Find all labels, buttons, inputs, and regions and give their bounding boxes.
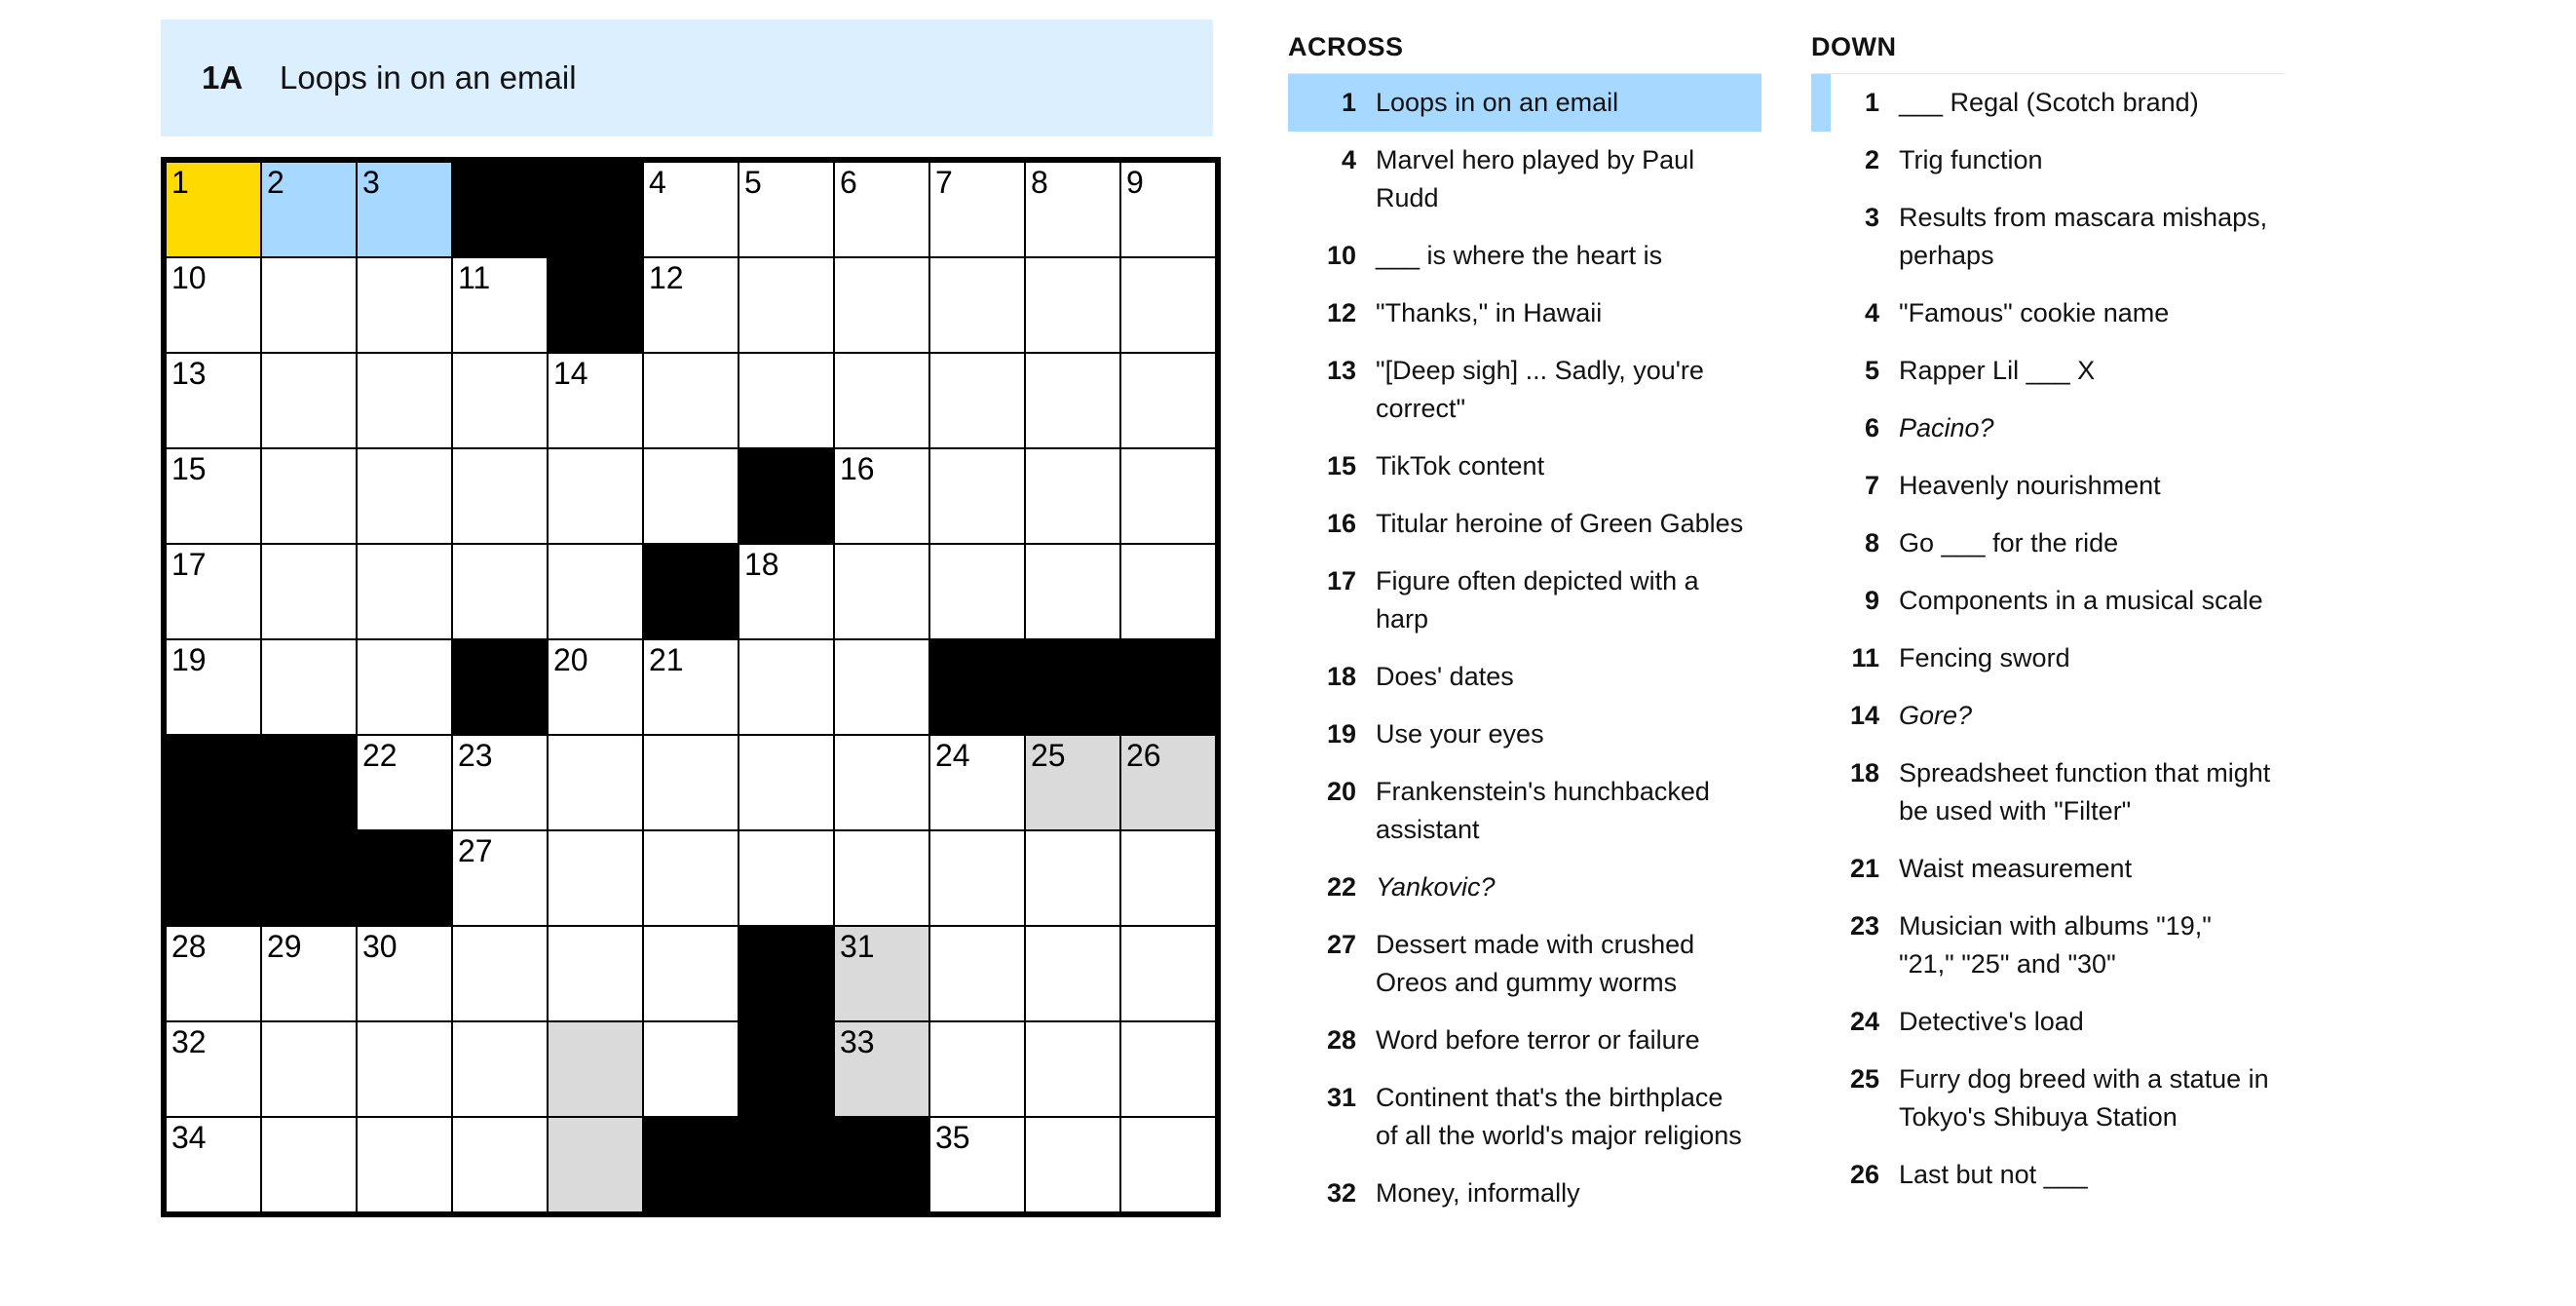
cell-number: 9	[1126, 165, 1144, 200]
grid-cell[interactable]	[167, 1022, 260, 1116]
grid-cell[interactable]	[1026, 163, 1119, 256]
cell-number: 5	[744, 165, 762, 200]
clue-text: "Thanks," in Hawaii	[1376, 298, 1603, 327]
current-clue-text: Loops in on an email	[280, 59, 577, 96]
grid-cell[interactable]	[1026, 545, 1119, 638]
cell-number: 4	[649, 165, 666, 200]
grid-block	[453, 640, 547, 734]
grid-cell[interactable]	[549, 831, 642, 925]
clue-number: 4	[1341, 145, 1356, 174]
clue-text: Furry dog breed with a statue in Tokyo's Shibuya Station	[1899, 1064, 2269, 1132]
grid-cell[interactable]	[167, 258, 260, 352]
clue-text: Dessert made with crushed Oreos and gummy worms	[1376, 930, 1695, 997]
grid-block	[1026, 640, 1119, 734]
down-clue-23[interactable]	[1811, 898, 2285, 993]
clue-text: Components in a musical scale	[1899, 586, 2263, 615]
grid-cell[interactable]	[358, 736, 451, 829]
grid-cell[interactable]	[167, 1118, 260, 1211]
clue-text: Pacino?	[1899, 413, 1994, 442]
grid-block	[358, 831, 451, 925]
grid-block	[453, 163, 547, 256]
clue-number: 32	[1326, 1178, 1356, 1208]
down-clue-4[interactable]	[1811, 285, 2285, 342]
grid-cell[interactable]	[835, 449, 928, 543]
clue-number: 31	[1326, 1083, 1356, 1112]
grid-cell[interactable]	[358, 1118, 451, 1211]
clue-text: Marvel hero played by Paul Rudd	[1376, 145, 1695, 212]
cell-number: 15	[171, 451, 207, 486]
grid-cell[interactable]	[453, 545, 547, 638]
cell-number: 1	[171, 165, 189, 200]
clue-number: 16	[1326, 509, 1356, 538]
clue-number: 3	[1864, 203, 1879, 232]
cell-number: 11	[458, 260, 491, 295]
grid-cell[interactable]	[1121, 831, 1215, 925]
across-clue-1[interactable]	[1288, 74, 1762, 132]
grid-cell[interactable]	[262, 163, 356, 256]
grid-cell[interactable]	[835, 354, 928, 447]
across-clue-4[interactable]	[1288, 132, 1762, 227]
grid-cell[interactable]	[453, 927, 547, 1020]
clue-text: Titular heroine of Green Gables	[1376, 509, 1744, 538]
across-clue-31[interactable]	[1288, 1069, 1762, 1165]
grid-block	[1121, 640, 1215, 734]
across-clue-18[interactable]	[1288, 648, 1762, 706]
clue-number: 23	[1849, 911, 1879, 941]
clue-number: 12	[1326, 298, 1356, 327]
cell-number: 32	[171, 1024, 207, 1059]
grid-cell[interactable]	[1121, 1118, 1215, 1211]
current-clue-label: 1A	[202, 59, 244, 96]
clue-number: 6	[1864, 413, 1879, 442]
grid-block	[167, 736, 260, 829]
clue-number: 14	[1849, 701, 1879, 730]
grid-cell[interactable]	[930, 163, 1024, 256]
grid-cell[interactable]	[930, 1022, 1024, 1116]
across-clue-20[interactable]	[1288, 763, 1762, 859]
grid-cell[interactable]	[835, 163, 928, 256]
grid-cell[interactable]	[739, 163, 833, 256]
grid-cell[interactable]	[358, 927, 451, 1020]
cell-number: 17	[171, 547, 207, 582]
grid-block	[549, 258, 642, 352]
across-heading: ACROSS	[1288, 27, 1762, 74]
grid-cell[interactable]	[1121, 545, 1215, 638]
cell-number: 35	[935, 1120, 970, 1155]
grid-block	[930, 640, 1024, 734]
grid-cell[interactable]	[739, 258, 833, 352]
clue-text: "Famous" cookie name	[1899, 298, 2170, 327]
grid-cell[interactable]	[835, 258, 928, 352]
cell-number: 2	[267, 165, 284, 200]
clue-text: Spreadsheet function that might be used with "Filter"	[1899, 758, 2271, 826]
clue-number: 17	[1326, 566, 1356, 595]
grid-cell[interactable]	[167, 449, 260, 543]
grid-cell[interactable]	[549, 927, 642, 1020]
grid-cell[interactable]	[1121, 258, 1215, 352]
crossword-grid[interactable]	[161, 157, 1221, 1217]
grid-cell[interactable]	[549, 545, 642, 638]
down-clue-14[interactable]	[1811, 687, 2285, 745]
cell-number: 16	[840, 451, 875, 486]
grid-cell[interactable]	[358, 163, 451, 256]
down-clue-9[interactable]	[1811, 572, 2285, 630]
grid-cell[interactable]	[644, 1022, 738, 1116]
grid-cell[interactable]	[262, 545, 356, 638]
down-clue-5[interactable]	[1811, 342, 2285, 400]
clue-number: 9	[1864, 586, 1879, 615]
clue-text: Heavenly nourishment	[1899, 471, 2161, 500]
cell-number: 28	[171, 929, 207, 964]
clue-text: Use your eyes	[1376, 719, 1544, 749]
down-clue-3[interactable]	[1811, 189, 2285, 285]
clue-number: 19	[1326, 719, 1356, 749]
grid-block	[262, 831, 356, 925]
clue-text: Go ___ for the ride	[1899, 528, 2119, 557]
grid-cell[interactable]	[835, 545, 928, 638]
down-heading: DOWN	[1811, 27, 2285, 74]
cell-number: 27	[458, 833, 493, 868]
grid-cell[interactable]	[644, 258, 738, 352]
grid-cell[interactable]	[453, 1118, 547, 1211]
down-clue-8[interactable]	[1811, 515, 2285, 572]
clue-text: Musician with albums "19," "21," "25" and "30"	[1899, 911, 2212, 979]
grid-cell[interactable]	[262, 927, 356, 1020]
cell-number: 13	[171, 356, 207, 391]
grid-cell[interactable]	[1026, 927, 1119, 1020]
down-clue-18[interactable]	[1811, 745, 2285, 840]
grid-cell[interactable]	[930, 1118, 1024, 1211]
down-clue-26[interactable]	[1811, 1146, 2285, 1204]
clue-text: Yankovic?	[1376, 872, 1496, 902]
clue-number: 18	[1849, 758, 1879, 787]
across-clue-22[interactable]	[1288, 859, 1762, 916]
down-clue-11[interactable]	[1811, 630, 2285, 687]
grid-cell[interactable]	[549, 354, 642, 447]
across-clue-12[interactable]	[1288, 285, 1762, 342]
grid-cell[interactable]	[167, 163, 260, 256]
clue-number: 15	[1326, 451, 1356, 480]
grid-cell[interactable]	[549, 1022, 642, 1116]
grid-cell[interactable]	[835, 927, 928, 1020]
grid-cell[interactable]	[1121, 736, 1215, 829]
grid-cell[interactable]	[1121, 1022, 1215, 1116]
clue-number: 21	[1849, 854, 1879, 883]
grid-cell[interactable]	[739, 640, 833, 734]
across-clue-28[interactable]	[1288, 1012, 1762, 1069]
grid-block	[644, 1118, 738, 1211]
clue-number: 22	[1326, 872, 1356, 902]
across-clue-16[interactable]	[1288, 495, 1762, 553]
clue-number: 24	[1849, 1007, 1879, 1036]
across-clue-19[interactable]	[1288, 706, 1762, 763]
down-clue-1[interactable]	[1811, 74, 2285, 132]
grid-cell[interactable]	[167, 545, 260, 638]
clue-number: 18	[1326, 662, 1356, 691]
grid-cell[interactable]	[358, 640, 451, 734]
cell-number: 30	[362, 929, 398, 964]
grid-cell[interactable]	[453, 1022, 547, 1116]
cell-number: 21	[649, 642, 684, 677]
grid-block	[835, 1118, 928, 1211]
grid-cell[interactable]	[930, 354, 1024, 447]
grid-cell[interactable]	[453, 258, 547, 352]
grid-cell[interactable]	[644, 640, 738, 734]
grid-cell[interactable]	[167, 354, 260, 447]
clue-text: Money, informally	[1376, 1178, 1580, 1208]
grid-cell[interactable]	[167, 927, 260, 1020]
clue-text: Word before terror or failure	[1376, 1025, 1700, 1055]
down-clue-24[interactable]	[1811, 993, 2285, 1051]
grid-cell[interactable]	[930, 545, 1024, 638]
cell-number: 22	[362, 738, 398, 773]
clue-number: 4	[1864, 298, 1879, 327]
down-clue-7[interactable]	[1811, 457, 2285, 515]
cell-number: 34	[171, 1120, 207, 1155]
grid-block	[739, 1118, 833, 1211]
grid-cell[interactable]	[1026, 831, 1119, 925]
grid-cell[interactable]	[1121, 449, 1215, 543]
down-clue-2[interactable]	[1811, 132, 2285, 189]
cell-number: 12	[649, 260, 684, 295]
across-clue-15[interactable]	[1288, 438, 1762, 495]
grid-cell[interactable]	[644, 831, 738, 925]
current-clue-bar[interactable]	[161, 19, 1213, 136]
clue-text: Detective's load	[1899, 1007, 2084, 1036]
grid-cell[interactable]	[930, 831, 1024, 925]
clue-text: Trig function	[1899, 145, 2043, 174]
across-clue-27[interactable]	[1288, 916, 1762, 1012]
clue-text: "[Deep sigh] ... Sadly, you're correct"	[1376, 356, 1704, 423]
grid-block	[167, 831, 260, 925]
cell-number: 18	[744, 547, 779, 582]
clue-number: 7	[1864, 471, 1879, 500]
clue-text: Last but not ___	[1899, 1160, 2088, 1189]
grid-cell[interactable]	[739, 545, 833, 638]
grid-cell[interactable]	[262, 1118, 356, 1211]
cell-number: 3	[362, 165, 380, 200]
clue-text: Does' dates	[1376, 662, 1514, 691]
clue-number: 10	[1326, 241, 1356, 270]
cell-number: 25	[1031, 738, 1066, 773]
grid-cell[interactable]	[262, 449, 356, 543]
grid-cell[interactable]	[358, 1022, 451, 1116]
down-clues	[1811, 74, 2285, 1204]
cell-number: 19	[171, 642, 207, 677]
grid-cell[interactable]	[262, 640, 356, 734]
cell-number: 10	[171, 260, 207, 295]
grid-cell[interactable]	[262, 354, 356, 447]
grid-cell[interactable]	[1026, 736, 1119, 829]
grid-cell[interactable]	[644, 449, 738, 543]
grid-cell[interactable]	[262, 258, 356, 352]
grid-cell[interactable]	[835, 831, 928, 925]
grid-cell[interactable]	[930, 927, 1024, 1020]
grid-cell[interactable]	[739, 736, 833, 829]
clue-text: Results from mascara mishaps, perhaps	[1899, 203, 2268, 270]
cell-number: 8	[1031, 165, 1048, 200]
grid-block	[739, 927, 833, 1020]
grid-cell[interactable]	[358, 449, 451, 543]
clue-number: 8	[1864, 528, 1879, 557]
clue-text: Frankenstein's hunchbacked assistant	[1376, 777, 1710, 844]
clue-number: 2	[1864, 145, 1879, 174]
grid-cell[interactable]	[644, 736, 738, 829]
grid-cell[interactable]	[549, 736, 642, 829]
down-clue-list	[1811, 27, 2285, 1204]
clue-number: 13	[1326, 356, 1356, 385]
across-clues	[1288, 74, 1762, 1222]
grid-cell[interactable]	[739, 831, 833, 925]
grid-block	[262, 736, 356, 829]
grid-cell[interactable]	[453, 354, 547, 447]
clue-number: 5	[1864, 356, 1879, 385]
cell-number: 14	[553, 356, 588, 391]
grid-cell[interactable]	[453, 831, 547, 925]
clue-number: 20	[1326, 777, 1356, 806]
grid-cell[interactable]	[549, 640, 642, 734]
across-clue-list	[1288, 27, 1762, 1222]
grid-block	[549, 163, 642, 256]
clue-text: Waist measurement	[1899, 854, 2133, 883]
across-clue-32[interactable]	[1288, 1165, 1762, 1222]
cell-number: 6	[840, 165, 857, 200]
cell-number: 7	[935, 165, 953, 200]
clue-text: Rapper Lil ___ X	[1899, 356, 2096, 385]
clue-text: Figure often depicted with a harp	[1376, 566, 1699, 634]
grid-cell[interactable]	[644, 354, 738, 447]
grid-cell[interactable]	[930, 736, 1024, 829]
grid-cell[interactable]	[1026, 449, 1119, 543]
grid-cell[interactable]	[644, 163, 738, 256]
grid-cell[interactable]	[358, 545, 451, 638]
grid-cell[interactable]	[1121, 927, 1215, 1020]
grid-cell[interactable]	[835, 736, 928, 829]
clue-number: 25	[1849, 1064, 1879, 1094]
across-clue-10[interactable]	[1288, 227, 1762, 285]
cell-number: 33	[840, 1024, 875, 1059]
grid-cell[interactable]	[835, 640, 928, 734]
cell-number: 31	[840, 929, 875, 964]
cell-number: 26	[1126, 738, 1161, 773]
grid-cell[interactable]	[930, 258, 1024, 352]
down-clue-6[interactable]	[1811, 400, 2285, 457]
clue-text: Loops in on an email	[1376, 88, 1619, 117]
grid-cell[interactable]	[739, 354, 833, 447]
clue-number: 27	[1326, 930, 1356, 959]
grid-block	[739, 449, 833, 543]
clue-number: 28	[1326, 1025, 1356, 1055]
clue-text: Fencing sword	[1899, 643, 2070, 672]
grid-cell[interactable]	[1026, 1118, 1119, 1211]
clue-number: 1	[1341, 88, 1356, 117]
cell-number: 29	[267, 929, 302, 964]
grid-cell[interactable]	[1121, 163, 1215, 256]
grid-cell[interactable]	[549, 449, 642, 543]
clue-text: ___ is where the heart is	[1376, 241, 1663, 270]
clue-number: 26	[1849, 1160, 1879, 1189]
grid-cell[interactable]	[358, 258, 451, 352]
grid-cell[interactable]	[930, 449, 1024, 543]
grid-cell[interactable]	[453, 449, 547, 543]
grid-cell[interactable]	[1026, 258, 1119, 352]
across-clue-13[interactable]	[1288, 342, 1762, 438]
clue-text: TikTok content	[1376, 451, 1545, 480]
clue-number: 11	[1851, 643, 1879, 672]
grid-cell[interactable]	[644, 927, 738, 1020]
grid-cell[interactable]	[1121, 354, 1215, 447]
grid-cell[interactable]	[1026, 354, 1119, 447]
cell-number: 23	[458, 738, 493, 773]
grid-cell[interactable]	[549, 1118, 642, 1211]
clue-text: Gore?	[1899, 701, 1973, 730]
grid-cell[interactable]	[262, 1022, 356, 1116]
across-clue-17[interactable]	[1288, 553, 1762, 648]
cell-number: 24	[935, 738, 970, 773]
clue-number: 1	[1864, 88, 1879, 117]
down-clue-21[interactable]	[1811, 840, 2285, 898]
cell-number: 20	[553, 642, 588, 677]
grid-cell[interactable]	[358, 354, 451, 447]
grid-cell[interactable]	[453, 736, 547, 829]
grid-cell[interactable]	[167, 640, 260, 734]
down-clue-25[interactable]	[1811, 1051, 2285, 1146]
grid-cell[interactable]	[835, 1022, 928, 1116]
grid-block	[739, 1022, 833, 1116]
clue-text: Continent that's the birthplace of all the world's major religions	[1376, 1083, 1742, 1150]
grid-cell[interactable]	[1026, 1022, 1119, 1116]
clue-text: ___ Regal (Scotch brand)	[1899, 88, 2199, 117]
grid-block	[644, 545, 738, 638]
